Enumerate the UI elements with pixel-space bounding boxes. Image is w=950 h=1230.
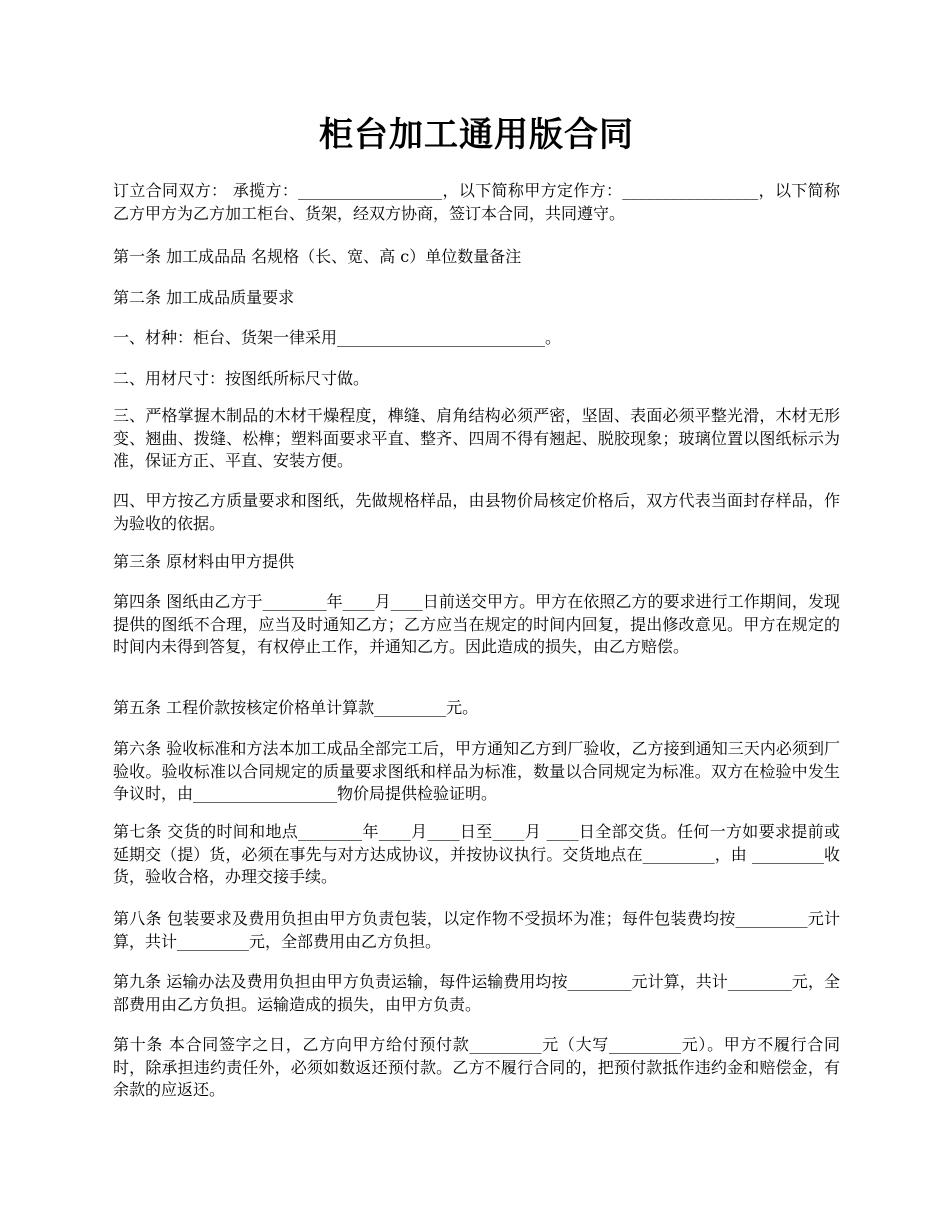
paragraph-item-3: 三、严格掌握木制品的木材干燥程度，榫缝、肩角结构必须严密，坚固、表面必须平整光滑，木材无形变、翘曲、拨缝、松榫；塑料面要求平直、整齐、四周不得有翘起、脱胶现象；玻璃位置以图纸标示为准，保证方正、平直、安装方便。 (113, 406, 840, 470)
paragraph-article-10: 第十条 本合同签字之日，乙方向甲方给付预付款_________元（大写_________元）。甲方不履行合同时，除承担违约责任外，必须如数返还预付款。乙方不履行合同的，把预付款抵作违约金和赔偿金，有余款的应返还。 (113, 1035, 840, 1099)
paragraph-article-8: 第八条 包装要求及费用负担由甲方负责包装，以定作物不受损坏为准；每件包装费均按_________元计算，共计_________元，全部费用由乙方负担。 (113, 909, 840, 951)
paragraph-article-1: 第一条 加工成品品 名规格（长、宽、高 c）单位数量备注 (113, 247, 522, 266)
paragraph-article-6: 第六条 验收标准和方法本加工成品全部完工后，甲方通知乙方到厂验收，乙方接到通知三天内必须到厂验收。验收标准以合同规定的质量要求图纸和样品为标准，数量以合同规定为标准。双方在检验中发生争议时，由__________________物价局提供检验证明。 (113, 739, 840, 803)
paragraph-article-3: 第三条 原材料由甲方提供 (113, 552, 295, 571)
paragraph-article-2: 第二条 加工成品质量要求 (113, 288, 295, 307)
paragraph-item-4: 四、甲方按乙方质量要求和图纸，先做规格样品，由县物价局核定价格后，双方代表当面封存样品，作为验收的依据。 (113, 491, 840, 533)
document-title: 柜台加工通用版合同 (319, 115, 634, 155)
paragraph-item-2: 二、用材尺寸：按图纸所标尺寸做。 (113, 369, 370, 388)
paragraph-article-7: 第七条 交货的时间和地点________年____月____日至____月 ____日全部交货。任何一方如要求提前或延期交（提）货，必须在事先与对方达成协议，并按协议执行。交货地点在_________，由 _________收货，验收合格，办理交接手续。 (113, 822, 840, 886)
paragraph-article-4: 第四条 图纸由乙方于________年____月____日前送交甲方。甲方在依照乙方的要求进行工作期间，发现提供的图纸不合理，应当及时通知乙方；乙方应当在规定的时间内回复，提出修改意见。甲方在规定的时间内未得到答复，有权停止工作，并通知乙方。因此造成的损失，由乙方赔偿。 (113, 592, 840, 656)
paragraph-article-9: 第九条 运输办法及费用负担由甲方负责运输，每件运输费用均按________元计算，共计________元，全部费用由乙方负担。运输造成的损失，由甲方负责。 (113, 972, 840, 1014)
paragraph-parties: 订立合同双方： 承揽方：__________________，以下简称甲方定作方：_________________，以下简称乙方甲方为乙方加工柜台、货架，经双方协商，签订本合同，共同遵守。 (113, 181, 840, 223)
paragraph-item-1: 一、材种：柜台、货架一律采用__________________________。 (113, 328, 562, 347)
paragraph-article-5: 第五条 工程价款按核定价格单计算款_________元。 (113, 698, 479, 717)
